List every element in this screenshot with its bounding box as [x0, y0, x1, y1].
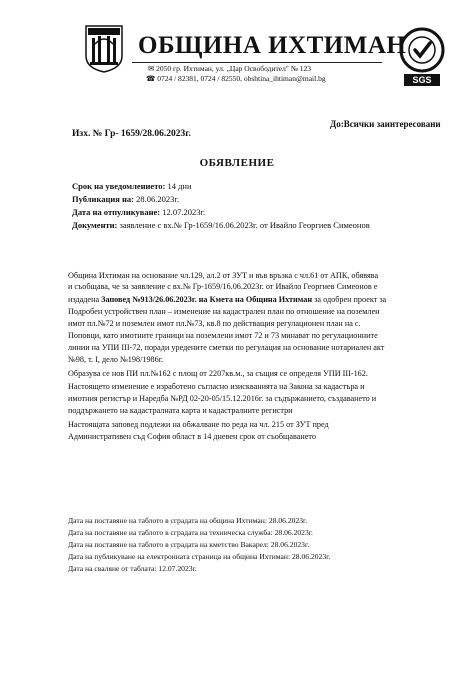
sgs-iso-certification-logo	[394, 26, 450, 88]
svg-text:SGS: SGS	[412, 75, 432, 85]
header-divider	[132, 62, 382, 63]
body-line: имот пл.№72 и поземлен имот пл.№73, кв.8 по действащия регулационен план на с.	[68, 319, 361, 328]
municipality-crest-icon	[84, 24, 124, 74]
announcement-heading: ОБЯВЛЕНИЕ	[199, 157, 275, 169]
meta-deadline: Срок на уведомлението: 14 дни	[72, 181, 192, 191]
outgoing-reference: Изх. № Гр- 1659/28.06.2023г.	[72, 129, 191, 139]
footer-date-line: Дата на сваляне от таблата: 12.07.2023г.	[68, 564, 197, 573]
body-line: и съобщава, че за заявление с вх.№ Гр-1659/16.06.2023г. от Ивайло Георгиев Симеонов е	[68, 282, 378, 291]
body-line: имотния регистър и Наредба №РД 02-20-05/15.12.2016г. за съдържанието, създаването и	[68, 394, 377, 403]
footer-date-line: Дата на поставяне на таблото в сградата на техническа служба: 28.06.2023г.	[68, 528, 313, 537]
meta-withdraw: Дата на отпуликуване: 12.07.2023г.	[72, 207, 206, 217]
address-line: ✉ 2050 гр. Ихтиман, ул. „Цар Освободител" № 123	[148, 64, 312, 73]
addressee: До:Всички заинтересовани	[330, 119, 441, 129]
body-line: Настоящата заповед подлежи на обжалване по реда на чл. 215 от ЗУТ пред	[68, 420, 329, 429]
organization-title: ОБЩИНА ИХТИМАН	[138, 32, 407, 59]
envelope-icon: ✉	[148, 64, 157, 73]
footer-date-line: Дата на поставяне на таблото в сградата на община Ихтиман: 28.06.2023г.	[68, 516, 308, 525]
contact-line: ☎ 0724 / 82381, 0724 / 82550, obshtina_ihtiman@mail.bg	[146, 74, 326, 83]
body-line: Община Ихтиман на основание чл.129, ал.2 от ЗУТ и във връзка с чл.61 от АПК, обявява	[68, 271, 379, 280]
body-line: Административен съд София област в 14 дневен срок от съобщаването	[68, 432, 316, 441]
body-line: Поповци, като имотните граници на поземлени имот 72 и 73 минават по регулационните	[68, 331, 378, 340]
body-line: издадена Заповед №913/26.06.2023г. на Кмета на Община Ихтиман за одобрен проект за	[68, 295, 387, 304]
body-line: №98, т. I, дело №198/1986г.	[68, 355, 164, 364]
phone-icon: ☎	[146, 74, 158, 83]
meta-documents: Документи: заявление с вх.№ Гр-1659/16.06.2023г. от Ивайло Георгиев Симеонов	[72, 220, 370, 230]
body-line: поддържането на кадастралната карта и кадастралните регистри	[68, 406, 293, 415]
body-line: Образува се нов ПИ пл.№162 с площ от 2207кв.м., за същия се определя УПИ III-162.	[68, 369, 368, 378]
footer-date-line: Дата на поставяне на таблото в сградата на кметство Вакарел: 28.06.2023г.	[68, 540, 310, 549]
body-line: Подробен устройствен план – изменение на кадастрален план по отношение на поземлен	[68, 307, 380, 316]
footer-date-line: Дата на публикуване на електронната страница на община Ихтиман: 28.06.2023г.	[68, 552, 331, 561]
order-reference: Заповед №913/26.06.2023г. на Кмета на Община Ихтиман	[101, 295, 313, 304]
meta-published: Публикация на: 28.06.2023г.	[72, 194, 180, 204]
body-line: линии на УПИ III-72, поради уредените сметки по регулация на основание нотариален акт	[68, 343, 385, 352]
body-line: Настоящето изменение е изработено съгласно изискванията на Закона за кадастъра и	[68, 382, 365, 391]
